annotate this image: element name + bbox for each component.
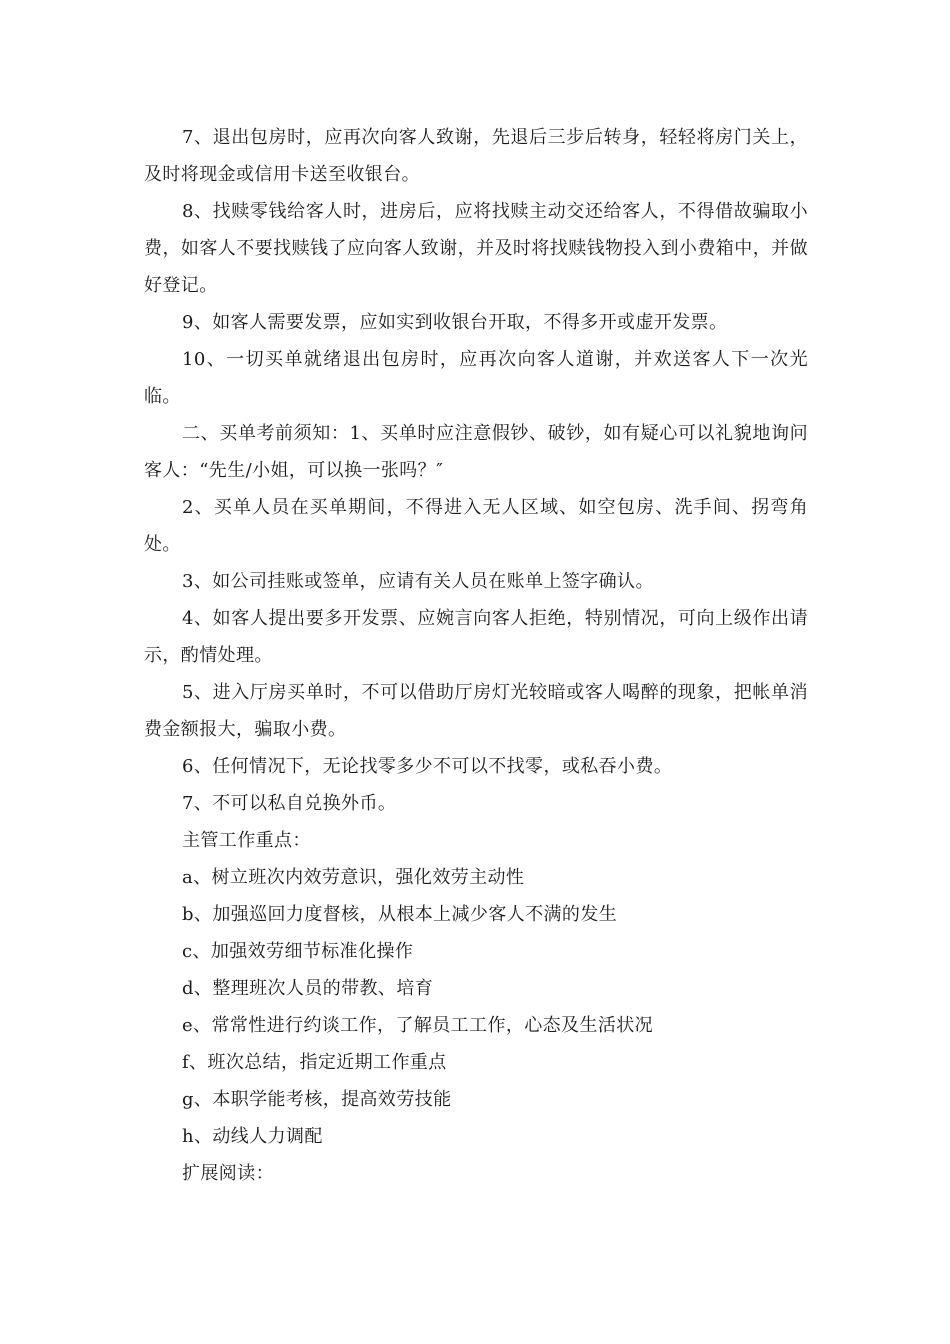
focus-item-e: e、常常性进行约谈工作，了解员工工作，心态及生活状况 <box>182 1015 654 1036</box>
paragraph-6: 2、买单人员在买单期间，不得进入无人区域、如空包房、洗手间、拐弯角处。 <box>144 497 808 555</box>
paragraph-10: 6、任何情况下，无论找零多少不可以不找零，或私吞小费。 <box>182 756 673 777</box>
paragraph-2: 8、找赎零钱给客人时，进房后，应将找赎主动交还给客人，不得借故骗取小费，如客人不要找赎钱了应向客人致谢，并及时将找赎钱物投入到小费箱中，并做好登记。 <box>144 201 808 296</box>
paragraph-8: 4、如客人提出要多开发票、应婉言向客人拒绝，特别情况，可向上级作出请示，酌情处理。 <box>144 608 808 666</box>
paragraph-9: 5、进入厅房买单时，不可以借助厅房灯光较暗或客人喝醉的现象，把帐单消费金额报大，骗取小费。 <box>144 682 808 740</box>
focus-item-c: c、加强效劳细节标准化操作 <box>182 941 414 962</box>
focus-item-g: g、本职学能考核，提高效劳技能 <box>182 1089 452 1110</box>
document-body <box>144 119 808 1192</box>
paragraph-3: 9、如客人需要发票，应如实到收银台开取，不得多开或虚开发票。 <box>182 312 728 333</box>
extended-reading-heading: 扩展阅读： <box>182 1163 274 1184</box>
paragraph-5: 二、买单考前须知：1、买单时应注意假钞、破钞，如有疑心可以礼貌地询问客人：“先生/小姐，可以换一张吗？″ <box>144 423 808 481</box>
focus-item-a: a、树立班次内效劳意识，强化效劳主动性 <box>182 867 525 888</box>
focus-item-b: b、加强巡回力度督核，从根本上减少客人不满的发生 <box>182 904 618 925</box>
focus-item-f: f、班次总结，指定近期工作重点 <box>182 1052 447 1073</box>
focus-item-d: d、整理班次人员的带教、培育 <box>182 978 434 999</box>
paragraph-1: 7、退出包房时，应再次向客人致谢，先退后三步后转身，轻轻将房门关上，及时将现金或信用卡送至收银台。 <box>144 127 808 185</box>
focus-item-h: h、动线人力调配 <box>182 1126 323 1147</box>
section-heading: 主管工作重点： <box>182 830 311 851</box>
paragraph-11: 7、不可以私自兑换外币。 <box>182 793 397 814</box>
paragraph-7: 3、如公司挂账或签单，应请有关人员在账单上签字确认。 <box>182 571 654 592</box>
paragraph-4: 10、一切买单就绪退出包房时，应再次向客人道谢，并欢送客人下一次光临。 <box>144 349 808 407</box>
